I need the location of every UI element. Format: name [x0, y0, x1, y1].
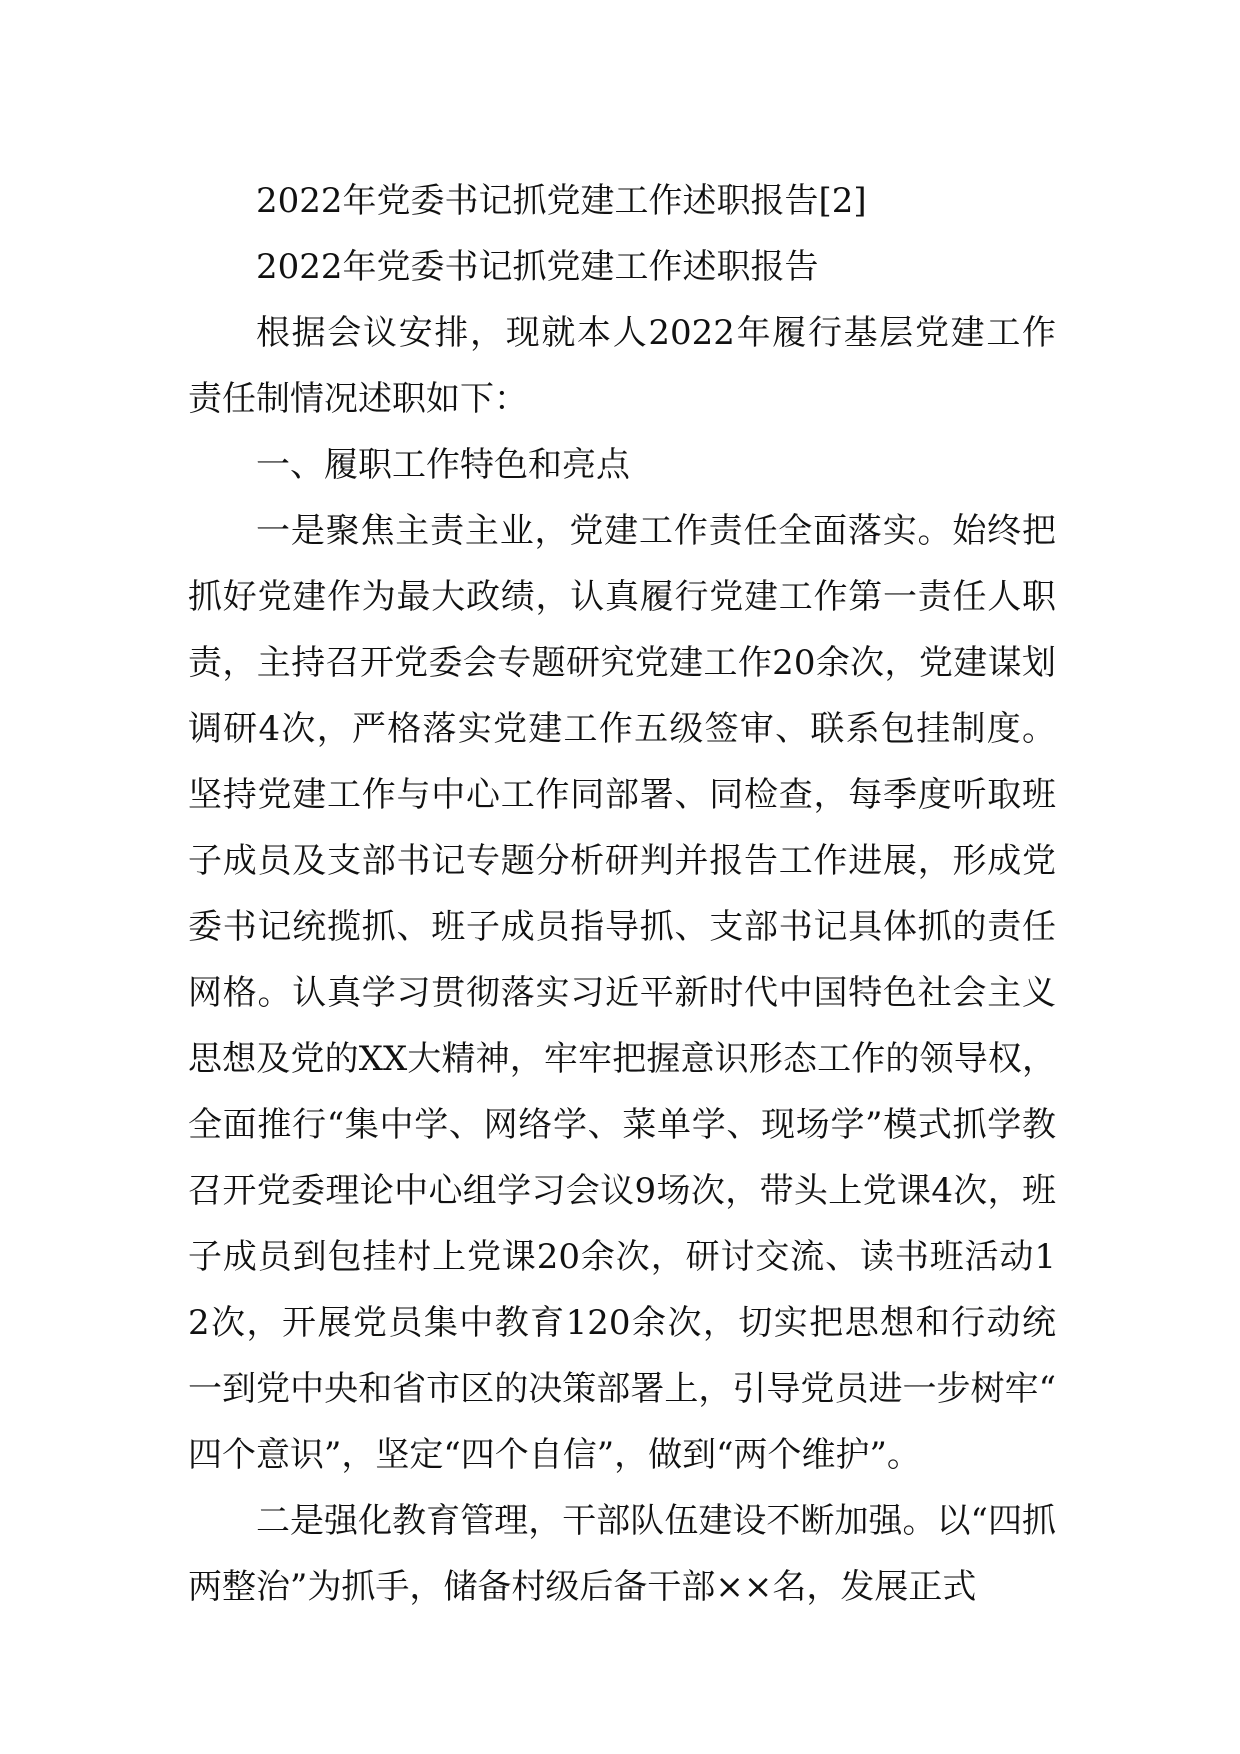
intro-paragraph: 根据会议安排，现就本人2022年履行基层党建工作责任制情况述职如下： — [188, 313, 1056, 419]
report-title: 2022年党委书记抓党建工作述职报告 — [256, 247, 819, 287]
section-heading: 一、履职工作特色和亮点 — [256, 445, 630, 485]
body-paragraph: 二是强化教育管理，干部队伍建设不断加强。以“四抓两整治”为抓手，储备村级后备干部××名，发展正式 — [188, 1501, 1056, 1607]
document-body — [188, 168, 1056, 1620]
document-title: 2022年党委书记抓党建工作述职报告[2] — [256, 181, 867, 221]
body-paragraph: 一是聚焦主责主业，党建工作责任全面落实。始终把抓好党建作为最大政绩，认真履行党建工作第一责任人职责，主持召开党委会专题研究党建工作20余次，党建谋划调研4次，严格落实党建工作五级签审、联系包挂制度。坚持党建工作与中心工作同部署、同检查，每季度听取班子成员及支部书记专题分析研判并报告工作进展，形成党委书记统揽抓、班子成员指导抓、支部书记具体抓的责任网格。认真学习贯彻落实习近平新时代中国特色社会主义思想及党的XX大精神，牢牢把握意识形态工作的领导权，全面推行“集中学、网络学、菜单学、现场学”模式抓学教召开党委理论中心组学习会议9场次，带头上党课4次，班子成员到包挂村上党课20余次，研讨交流、读书班活动12次，开展党员集中教育120余次，切实把思想和行动统一到党中央和省市区的决策部署上，引导党员进一步树牢“四个意识”，坚定“四个自信”，做到“两个维护”。 — [188, 511, 1056, 1475]
